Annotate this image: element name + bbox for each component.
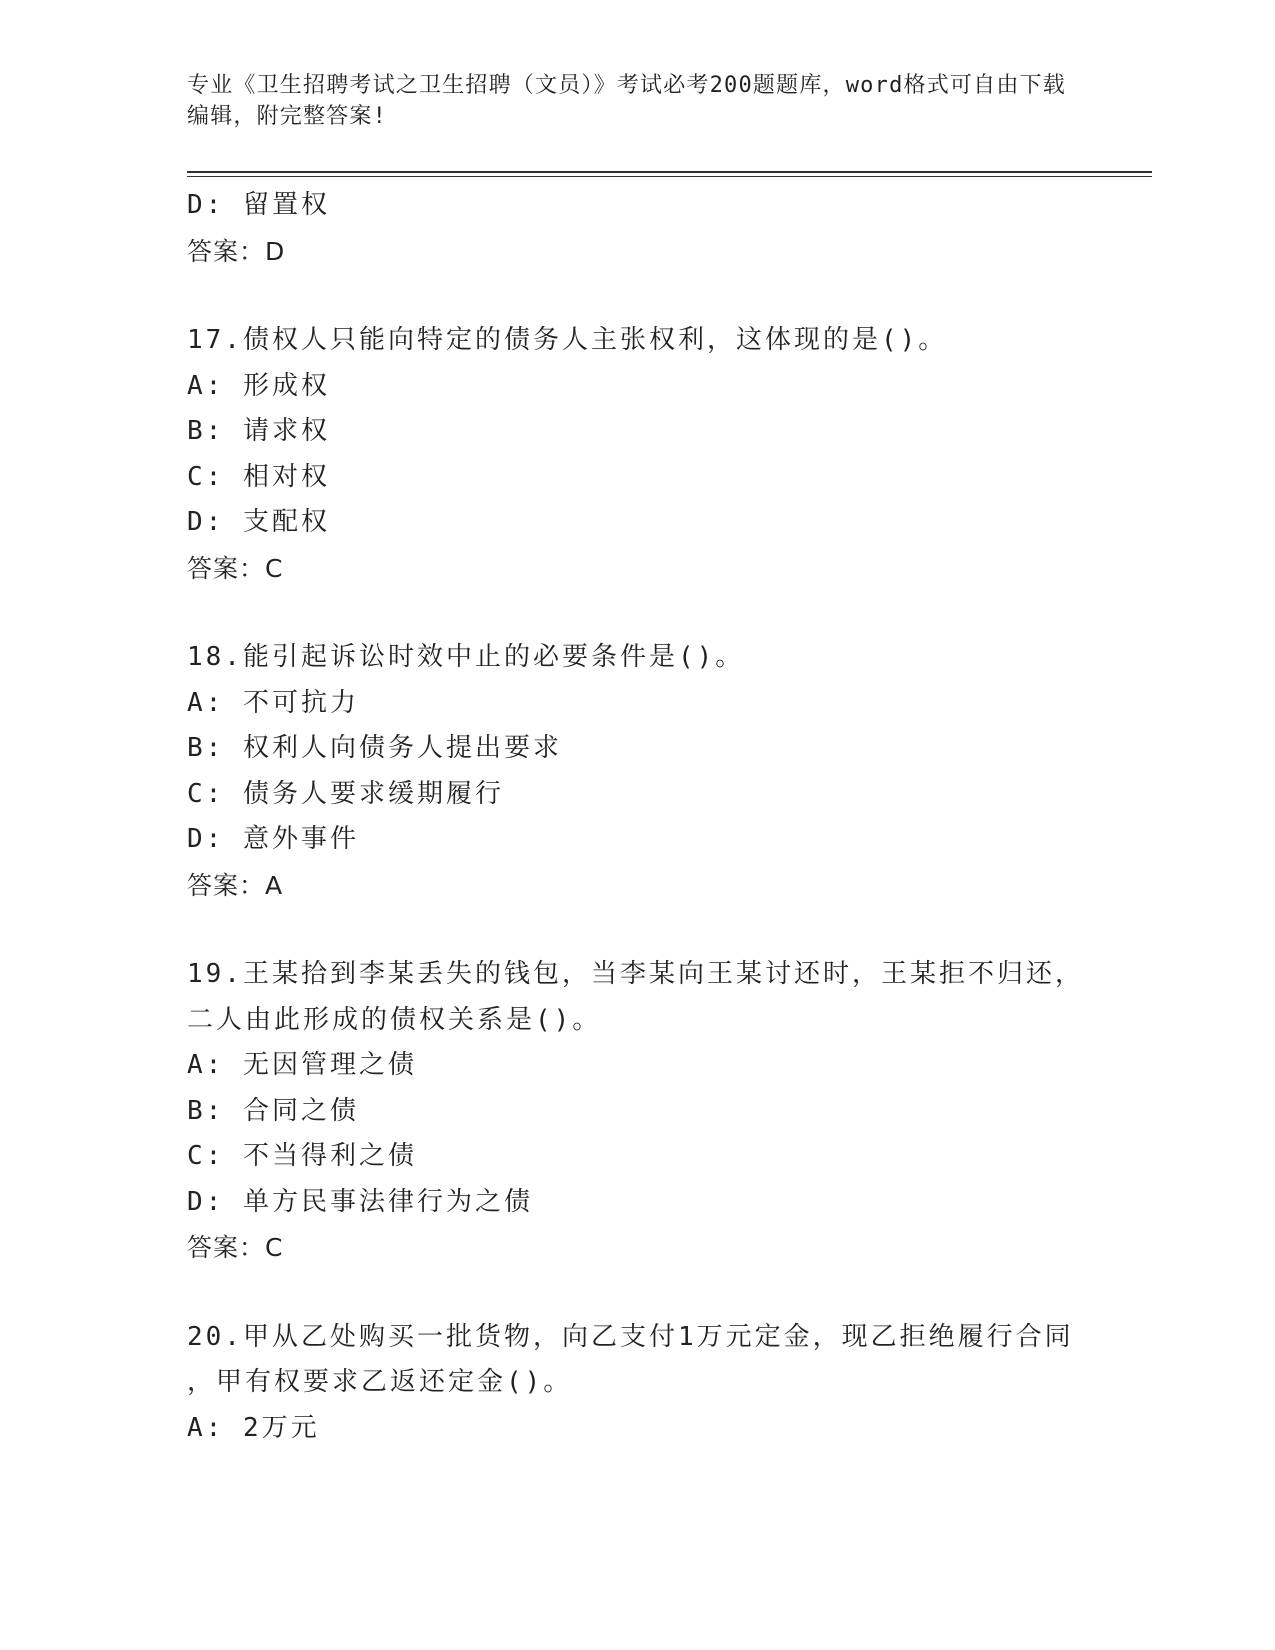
question-content	[187, 183, 1152, 1451]
header-divider-thick	[187, 171, 1152, 173]
document-page	[187, 70, 1152, 1451]
option-d: D: 单方民事法律行为之债	[187, 1186, 533, 1217]
header-divider-thin	[187, 176, 1152, 177]
option-b: B: 请求权	[187, 416, 330, 446]
option-c: C: 债务人要求缓期履行	[187, 778, 504, 809]
option-b: B: 权利人向债务人提出要求	[187, 733, 562, 763]
option-a: A: 2万元	[187, 1412, 320, 1443]
question-text: 19.王某拾到李某丢失的钱包，当李某向王某讨还时，王某拒不归还，	[187, 959, 1084, 989]
option-b: B: 合同之债	[187, 1095, 359, 1126]
question-text: 17.债权人只能向特定的债务人主张权利，这体现的是()。	[187, 325, 948, 355]
option-a: A: 不可抗力	[187, 687, 359, 718]
answer-line: 答案：D	[187, 236, 286, 266]
option-d: D: 支配权	[187, 507, 330, 537]
question-block-17	[187, 318, 1152, 591]
question-block-19	[187, 952, 1152, 1271]
question-text-continued: ，甲有权要求乙返还定金()。	[187, 1367, 573, 1397]
option-c: C: 相对权	[187, 461, 330, 492]
option-d: D: 留置权	[187, 190, 330, 220]
option-d: D: 意外事件	[187, 824, 359, 854]
answer-line: 答案：C	[187, 1233, 284, 1262]
answer-line: 答案：C	[187, 553, 284, 583]
option-a: A: 无因管理之债	[187, 1050, 417, 1080]
question-text-continued: 二人由此形成的债权关系是()。	[187, 1004, 602, 1035]
document-header: 专业《卫生招聘考试之卫生招聘（文员）》考试必考200题题库，word格式可自由下载编辑，附完整答案!	[187, 73, 1066, 129]
question-block-20	[187, 1315, 1152, 1452]
option-a: A: 形成权	[187, 370, 330, 401]
question-text: 20.甲从乙处购买一批货物，向乙支付1万元定金，现乙拒绝履行合同	[187, 1321, 1074, 1352]
question-text: 18.能引起诉讼时效中止的必要条件是()。	[187, 642, 745, 672]
answer-line: 答案：A	[187, 870, 284, 900]
question-block-18	[187, 635, 1152, 908]
option-c: C: 不当得利之债	[187, 1141, 417, 1171]
